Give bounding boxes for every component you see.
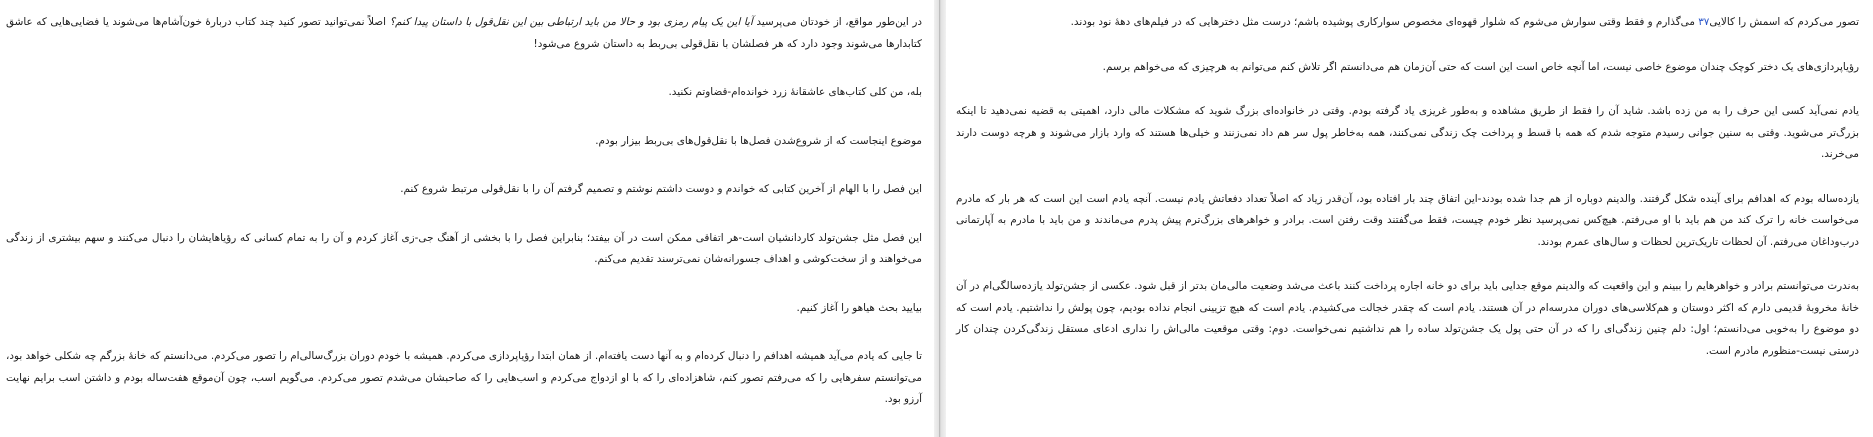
italic-quote: آیا این یک پیام رمزی بود و حالا من باید ارتباطی بین این نقل‌قول با داستان پیدا کنم؟: [389, 16, 753, 28]
right-page: [946, 0, 1873, 437]
paragraph: بیایید بحث هیاهو را آغاز کنیم.: [796, 301, 922, 314]
gutter-divider: [939, 0, 940, 437]
paragraph: موضوع اینجاست که از شروع‌شدن فصل‌ها با نقل‌قول‌های بی‌ربط بیزار بودم.: [595, 134, 922, 147]
paragraph-text: در این‌طور مواقع، از خودتان می‌پرسید: [752, 16, 922, 28]
footnote-link[interactable]: ۳۷: [1698, 16, 1710, 28]
paragraph: یادم نمی‌آید کسی این حرف را به من زده باشد. شاید آن را فقط از طریق مشاهده و به‌طور غریزی یاد گرفته بودم. وقتی در خانواده‌ای بزرگ شوید که مشکلات مالی دارد، اهمیتی به قضیه نمی‌دهید تا اینکه بزرگ‌تر می‌شوید. وقتی به سنین جوانی رسیدم متوجه شدم که همه با قسط و پرداخت چک زندگی نمی‌کنند، همه به‌خاطر پول سر هم داد نمی‌زنند و خیلی‌ها هستند که وارد بازار می‌شوند و هرچه دوست دارند می‌خرند.: [956, 105, 1859, 160]
paragraph: این فصل را با الهام از آخرین کتابی که خواندم و دوست داشتم نوشتم و تصمیم گرفتم آن را با نقل‌قولی مرتبط شروع کنم.: [400, 183, 922, 195]
paragraph: [6, 12, 922, 55]
paragraph-text: می‌گذارم و فقط وقتی سوارش می‌شوم که شلوار قهوه‌ای مخصوص سوارکاری پوشیده باشم؛ درست مثل دخترهایی که در فیلم‌های دههٔ نود بودند.: [1070, 16, 1699, 28]
paragraph: تا جایی که یادم می‌آید همیشه اهدافم را دنبال کرده‌ام و به آنها دست یافته‌ام. از همان ابتدا رؤیاپردازی می‌کردم. همیشه با خودم دوران بزرگ‌سالی‌ام را تصور می‌کردم. می‌دانستم که خانهٔ بزرگم چه شکلی خواهد بود، می‌توانستم سفرهایی را که می‌رفتم تصور کنم، شاهزاده‌ای را که با او ازدواج می‌کردم و اسب‌هایی را که صاحبشان می‌شدم تصور می‌کردم. می‌گویم اسب، چون آن‌موقع هفت‌ساله بودم و داشتن اسب برایم نهایت آرزو بود.: [6, 350, 922, 405]
paragraph: [956, 12, 1859, 34]
left-page: [0, 0, 934, 437]
paragraph-text: اصلاً نمی‌توانید تصور کنید چند کتاب دربارهٔ خون‌آشام‌ها می‌شوند یا فضایی‌هایی که عاشق کتابدارها می‌شوند وجود دارد که هر فصلشان با نقل‌قولی بی‌ربط به داستان شروع می‌شود!: [6, 16, 922, 50]
paragraph: یازده‌ساله بودم که اهدافم برای آینده شکل گرفتند. والدینم دوباره از هم جدا شده بودند-این اتفاق چند بار افتاده بود، آن‌قدر زیاد که اصلاً تعداد دفعاتش یادم نیست. آنچه یادم است این است که هر بار که مادرم می‌خواست خانه را ترک کند من هم باید با او می‌رفتم. هیچ‌کس نمی‌پرسید نظر خودم چیست، فقط می‌گفتند وقت رفتن است. برادر و خواهرهای بزرگ‌ترم پیش پدرم می‌ماندند و من باید با مادرم به آپارتمانی درب‌وداغان می‌رفتم. آن لحظات تاریک‌ترین لحظات و سال‌های عمرم بودند.: [956, 192, 1859, 248]
paragraph: این فصل مثل جشن‌تولد کاردانشیان است-هر اتفاقی ممکن است در آن بیفتد؛ بنابراین فصل را با بخشی از آهنگ جی-زی آغاز کردم و آن را به تمام کسانی که رؤیاهایشان را دنبال می‌کنند و سهم بیشتری از زندگی می‌خواهند و از سخت‌کوشی و اهداف جسورانه‌شان نمی‌ترسند تقدیم می‌کنم.: [6, 231, 922, 265]
paragraph-text: تصور می‌کردم که اسمش را کالایی: [1709, 16, 1859, 28]
paragraph: بله، من کلی کتاب‌های عاشقانهٔ زرد خوانده‌ام-قضاوتم نکنید.: [668, 86, 922, 98]
paragraph: به‌ندرت می‌توانستم برادر و خواهرهایم را ببینم و این واقعیت که والدینم موقع جدایی باید برای دو خانه اجاره پرداخت کنند باعث می‌شد وضعیت مالی‌مان بدتر از قبل شود. عکسی از جشن‌تولد یازده‌سالگی‌ام در آن خانهٔ مخروبهٔ قدیمی دارم که اکثر دوستان و هم‌کلاسی‌های دوران مدرسه‌ام در آن هستند. یادم است که چقدر خجالت می‌کشیدم. یادم است که هیچ تزیینی انجام نداده بودیم، چون پولش را نداشتیم. یادم است که دو موضوع را به‌خوبی می‌دانستم؛ اول: دلم چنین زندگی‌ای را که در آن حتی پول یک جشن‌تولد ساده را هم نداشتیم نمی‌خواست. دوم: وقتی موقعیت مالی‌اش را نداری ادعای مستقل زندگی‌کردن چندان کار درستی نیست-منظورم مادرم است.: [956, 280, 1859, 357]
paragraph: رؤیاپردازی‌های یک دختر کوچک چندان موضوع خاصی نیست، اما آنچه خاص است این است که حتی آن‌زمان هم می‌دانستم اگر تلاش کنم می‌توانم به هرچیزی که می‌خواهم برسم.: [1102, 60, 1859, 73]
page-gutter: [934, 0, 946, 437]
